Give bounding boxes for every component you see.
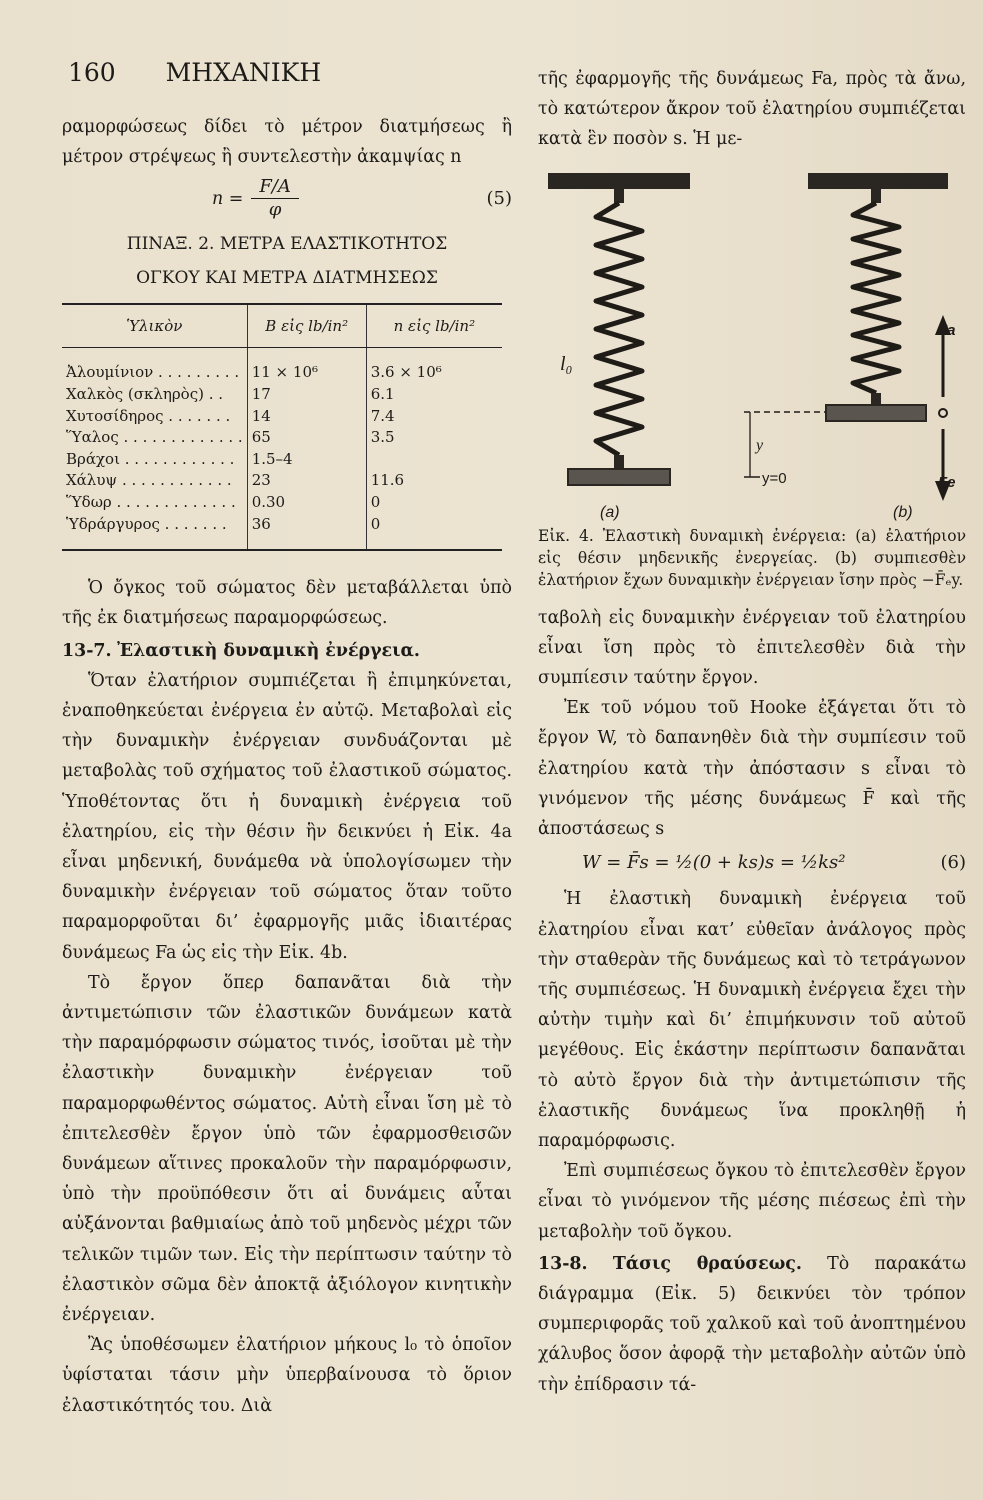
section-heading-13-7 [62,636,512,666]
paragraph-work: Τὸ ἔργον ὅπερ δαπανᾶται διὰ τὴν ἀντιμετώπισιν τῶν ἐλαστικῶν δυνάμεων κατὰ τὴν παραμόρφωσιν σώματος τινός, ἰσοῦται μὲ τὴν ἐλαστικὴν δυναμικὴν ἐνέργειαν τοῦ παραμορφωθέντος σώματος. Αὐτὴ εἶναι ἴση μὲ τὸ ἐπιτελεσθὲν ἔργον ὑπὸ τῶν ἐφαρμοσθεισῶν δυνάμεων αἵτινες προκαλοῦν τὴν παραμόρφωσιν, ὑπὸ τὴν προϋπόθεσιν ὅτι αἱ δυνάμεις αὗται αὐξάνονται βαθμιαίως ἀπὸ τοῦ μηδενὸς μέχρι τῶν τελικῶν τιμῶν των. Εἰς τὴν περίπτωσιν ταύτην τὸ ἐλαστικὸν σῶμα δὲν ἀποκτᾷ ἀξιόλογον κινητικὴν ἐνέργειαν. [62,972,512,1326]
ceiling-b [808,173,948,189]
spring-top-a [614,189,624,203]
table-row [62,384,502,406]
spring-top-b [871,189,881,203]
cell-bulk: 0.30 [247,492,366,514]
cell-bulk: 36 [247,514,366,536]
section-number: 13-8. [538,1253,588,1274]
table-row [62,406,502,428]
formula-6-number: (6) [940,852,966,874]
header-shear-modulus: n εἰς lb/in² [366,304,502,348]
cell-material: Ὑδράργυρος . . . . . . . [62,514,247,536]
table-row [62,470,502,492]
paragraph-hooke: Ἐκ τοῦ νόμου τοῦ Hooke ἐξάγεται ὅτι τὸ ἔργον W, τὸ δαπανηθὲν διὰ τὴν συμπίεσιν τοῦ ἐλατηρίου κατὰ τὴν ἀπόστασιν s εἶναι τὸ γινόμενον τῆς μέσης δυνάμεως F̄ καὶ τῆς ἀποστάσεως s [538,698,966,840]
paragraph-spring: Ἂς ὑποθέσωμεν ἐλατήριον μήκους l₀ τὸ ὁποῖον ὑφίσταται τάσιν μὴν ὑπερβαίνουσα τὸ ὅριον ἐλαστικότητός του. Διὰ [62,1335,512,1416]
cell-bulk: 14 [247,406,366,428]
table-row [62,449,502,471]
left-column [62,112,512,1421]
paragraph-continued: τῆς ἐφαρμογῆς τῆς δυνάμεως Fa, πρὸς τὰ ἄνω, τὸ κατώτερον ἄκρον τοῦ ἐλατηρίου συμπιέζεται κατὰ ἓν ποσὸν s. Ἡ με- [538,69,966,150]
table-row [62,427,502,449]
elasticity-table [62,303,502,551]
cell-bulk: 11 × 10⁶ [247,362,366,384]
cell-shear: 6.1 [370,385,395,403]
ceiling-a [548,173,690,189]
spring-bottom-a [614,455,624,469]
table-title-line1: ΠΙΝΑΞ. 2. ΜΕΤΡΑ ΕΛΑΣΤΙΚΟΤΗΤΟΣ [126,234,448,255]
label-fe: Fe [938,473,956,491]
cell-shear: 0 [370,514,381,533]
cell-material: Χυτοσίδηρος . . . . . . . [62,406,247,428]
cell-material: Ὕδωρ . . . . . . . . . . . . . [62,492,247,514]
cell-shear: 3.5 [370,428,395,447]
spring-a [596,203,642,455]
header-material: Ὑλικὸν [62,304,247,348]
cell-bulk: 17 [247,384,366,406]
paragraph-fracture: Τὸ παρακάτω διάγραμμα (Εἰκ. 5) δεικνύει τὸν τρόπον συμπεριφορᾶς τοῦ χαλκοῦ καὶ τοῦ ἀνοπτημένου χάλυβος ὅσον ἀφορᾷ τὴν μεταβολὴν αὐτῶν ὑπὸ τὴν ἐπίδρασιν τά- [538,1253,967,1395]
page-number: 160 [68,58,116,87]
intro-text: ραμορφώσεως δίδει τὸ μέτρον διατμήσεως ἢ μέτρον στρέψεως ἢ συντελεστὴν ἀκαμψίας n [62,117,512,168]
formula-lhs: n = [212,188,244,209]
formula-5 [62,176,512,221]
section-title: Τάσις θραύσεως. [612,1253,802,1274]
formula-number: (5) [486,187,512,209]
cell-material: Βράχοι . . . . . . . . . . . . [62,449,247,471]
table-row [62,514,502,536]
plate-a [568,469,670,485]
paragraph-energy-proportional: Ἡ ἐλαστικὴ δυναμικὴ ἐνέργεια τοῦ ἐλατηρίου εἶναι κατ’ εὐθεῖαν ἀνάλογος πρὸς τὴν σταθερὰν τῆς δυνάμεως καὶ τὸ τετράγωνον τῆς συμπιέσεως. Ἡ δυναμικὴ ἐνέργεια ἔχει τὴν αὐτὴν τιμὴν καὶ δι’ ἐπιμήκυνσιν τοῦ αὐτοῦ μεγέθους. Εἰς ἑκάστην περίπτωσιν δαπανᾶται τὸ αὐτὸ ἔργον διὰ τὴν ἀντιμετώπισιν τῆς ἐλαστικῆς δυνάμεως ἵνα προκληθῇ ἡ παραμόρφωσις. [538,889,966,1152]
running-title: ΜΗΧΑΝΙΚΗ [165,58,322,87]
table-title-line2: ΟΓΚΟΥ ΚΑΙ ΜΕΤΡΑ ΔΙΑΤΜΗΣΕΩΣ [136,268,438,289]
plate-b [826,405,926,421]
cell-material: Χαλκὸς (σκληρὸς) . . [62,384,247,406]
table-row [62,362,502,384]
header-bulk-modulus: B εἰς lb/in² [247,304,366,348]
cell-shear [366,449,502,471]
formula-numerator: F/A [251,176,299,199]
right-column [538,64,966,1400]
spring-bottom-b [871,393,881,405]
cell-bulk: 23 [247,470,366,492]
application-point [939,409,947,417]
table-header-row [62,304,502,348]
figure-4 [538,165,966,525]
label-y0: y=0 [762,469,787,487]
formula-6 [538,848,966,878]
cell-material: Ὕαλος . . . . . . . . . . . . . [62,427,247,449]
figure-caption: Εἰκ. 4. Ἐλαστικὴ δυναμικὴ ἐνέργεια: (a) ἐλατήριον εἰς θέσιν μηδενικῆς ἐνεργείας. (b) συμπιεσθὲν ἐλατήριον ἔχων δυναμικὴν ἐνέργειαν ἴσην πρὸς −F̄ₑy. [538,526,966,589]
cell-material: Ἀλουμίνιον . . . . . . . . . [62,362,247,384]
label-fa: Fa [938,321,956,339]
cell-material: Χάλυψ . . . . . . . . . . . . [62,470,247,492]
formula-fraction [251,176,299,221]
paragraph-change: ταβολὴ εἰς δυναμικὴν ἐνέργειαν τοῦ ἐλατηρίου εἶναι ἴση πρὸς τὸ ἐπιτελεσθὲν διὰ τὴν συμπίεσιν ταύτην ἔργον. [538,607,966,689]
page-header [68,58,321,87]
paragraph-volume-work: Ἐπὶ συμπιέσεως ὄγκου τὸ ἐπιτελεσθὲν ἔργον εἶναι τὸ γινόμενον τῆς μέσης πιέσεως ἐπὶ τὴν μεταβολὴν τοῦ ὄγκου. [538,1161,966,1242]
cell-shear: 3.6 × 10⁶ [370,363,442,382]
cell-shear: 7.4 [370,406,395,425]
paragraph-volume: Ὁ ὄγκος τοῦ σώματος δὲν μεταβάλλεται ὑπὸ τῆς ἐκ διατμήσεως παραμορφώσεως. [62,578,512,629]
formula-denominator: φ [268,199,282,221]
paragraph-elastic-energy: Ὅταν ἐλατήριον συμπιέζεται ἢ ἐπιμηκύνεται, ἐναποθηκεύεται ἐνέργεια ἐν αὐτῷ. Μεταβολαὶ εἰς τὴν δυναμικὴν ἐνέργειαν συνδυάζονται μὲ μεταβολὰς τοῦ σχήματος τοῦ ἐλαστικοῦ σώματος. Ὑποθέτοντας ὅτι ἡ δυναμικὴ ἐνέργεια τοῦ ἐλατηρίου, εἰς τὴν θέσιν ἣν δεικνύει ἡ Εἰκ. 4a εἶναι μηδενική, δυνάμεθα νὰ ὑπολογίσωμεν τὴν δυναμικὴν ἐνέργειαν τοῦ σώματος ὅταν τοῦτο παραμορφοῦται δι’ ἐφαρμογῆς μιᾶς ἰδιαιτέρας δυνάμεως Fa ὡς εἰς τὴν Εἰκ. 4b. [62,670,512,963]
formula-work: W = F̄s = ½(0 + ks)s = ½ks² [582,852,846,874]
cell-bulk: 1.5–4 [247,449,366,471]
section-number: 13-7. [62,640,112,661]
table-row [62,492,502,514]
label-b: (b) [893,503,913,521]
section-heading-13-8 [538,1249,966,1400]
cell-shear: 11.6 [370,471,405,490]
spring-diagram [538,165,966,525]
spring-b [853,203,899,393]
label-l0: l₀ [560,352,573,375]
label-y: y [756,436,764,454]
label-a: (a) [600,503,620,521]
section-title: Ἐλαστικὴ δυναμικὴ ἐνέργεια. [117,640,420,661]
cell-shear: 0 [370,492,381,511]
cell-bulk: 65 [247,427,366,449]
